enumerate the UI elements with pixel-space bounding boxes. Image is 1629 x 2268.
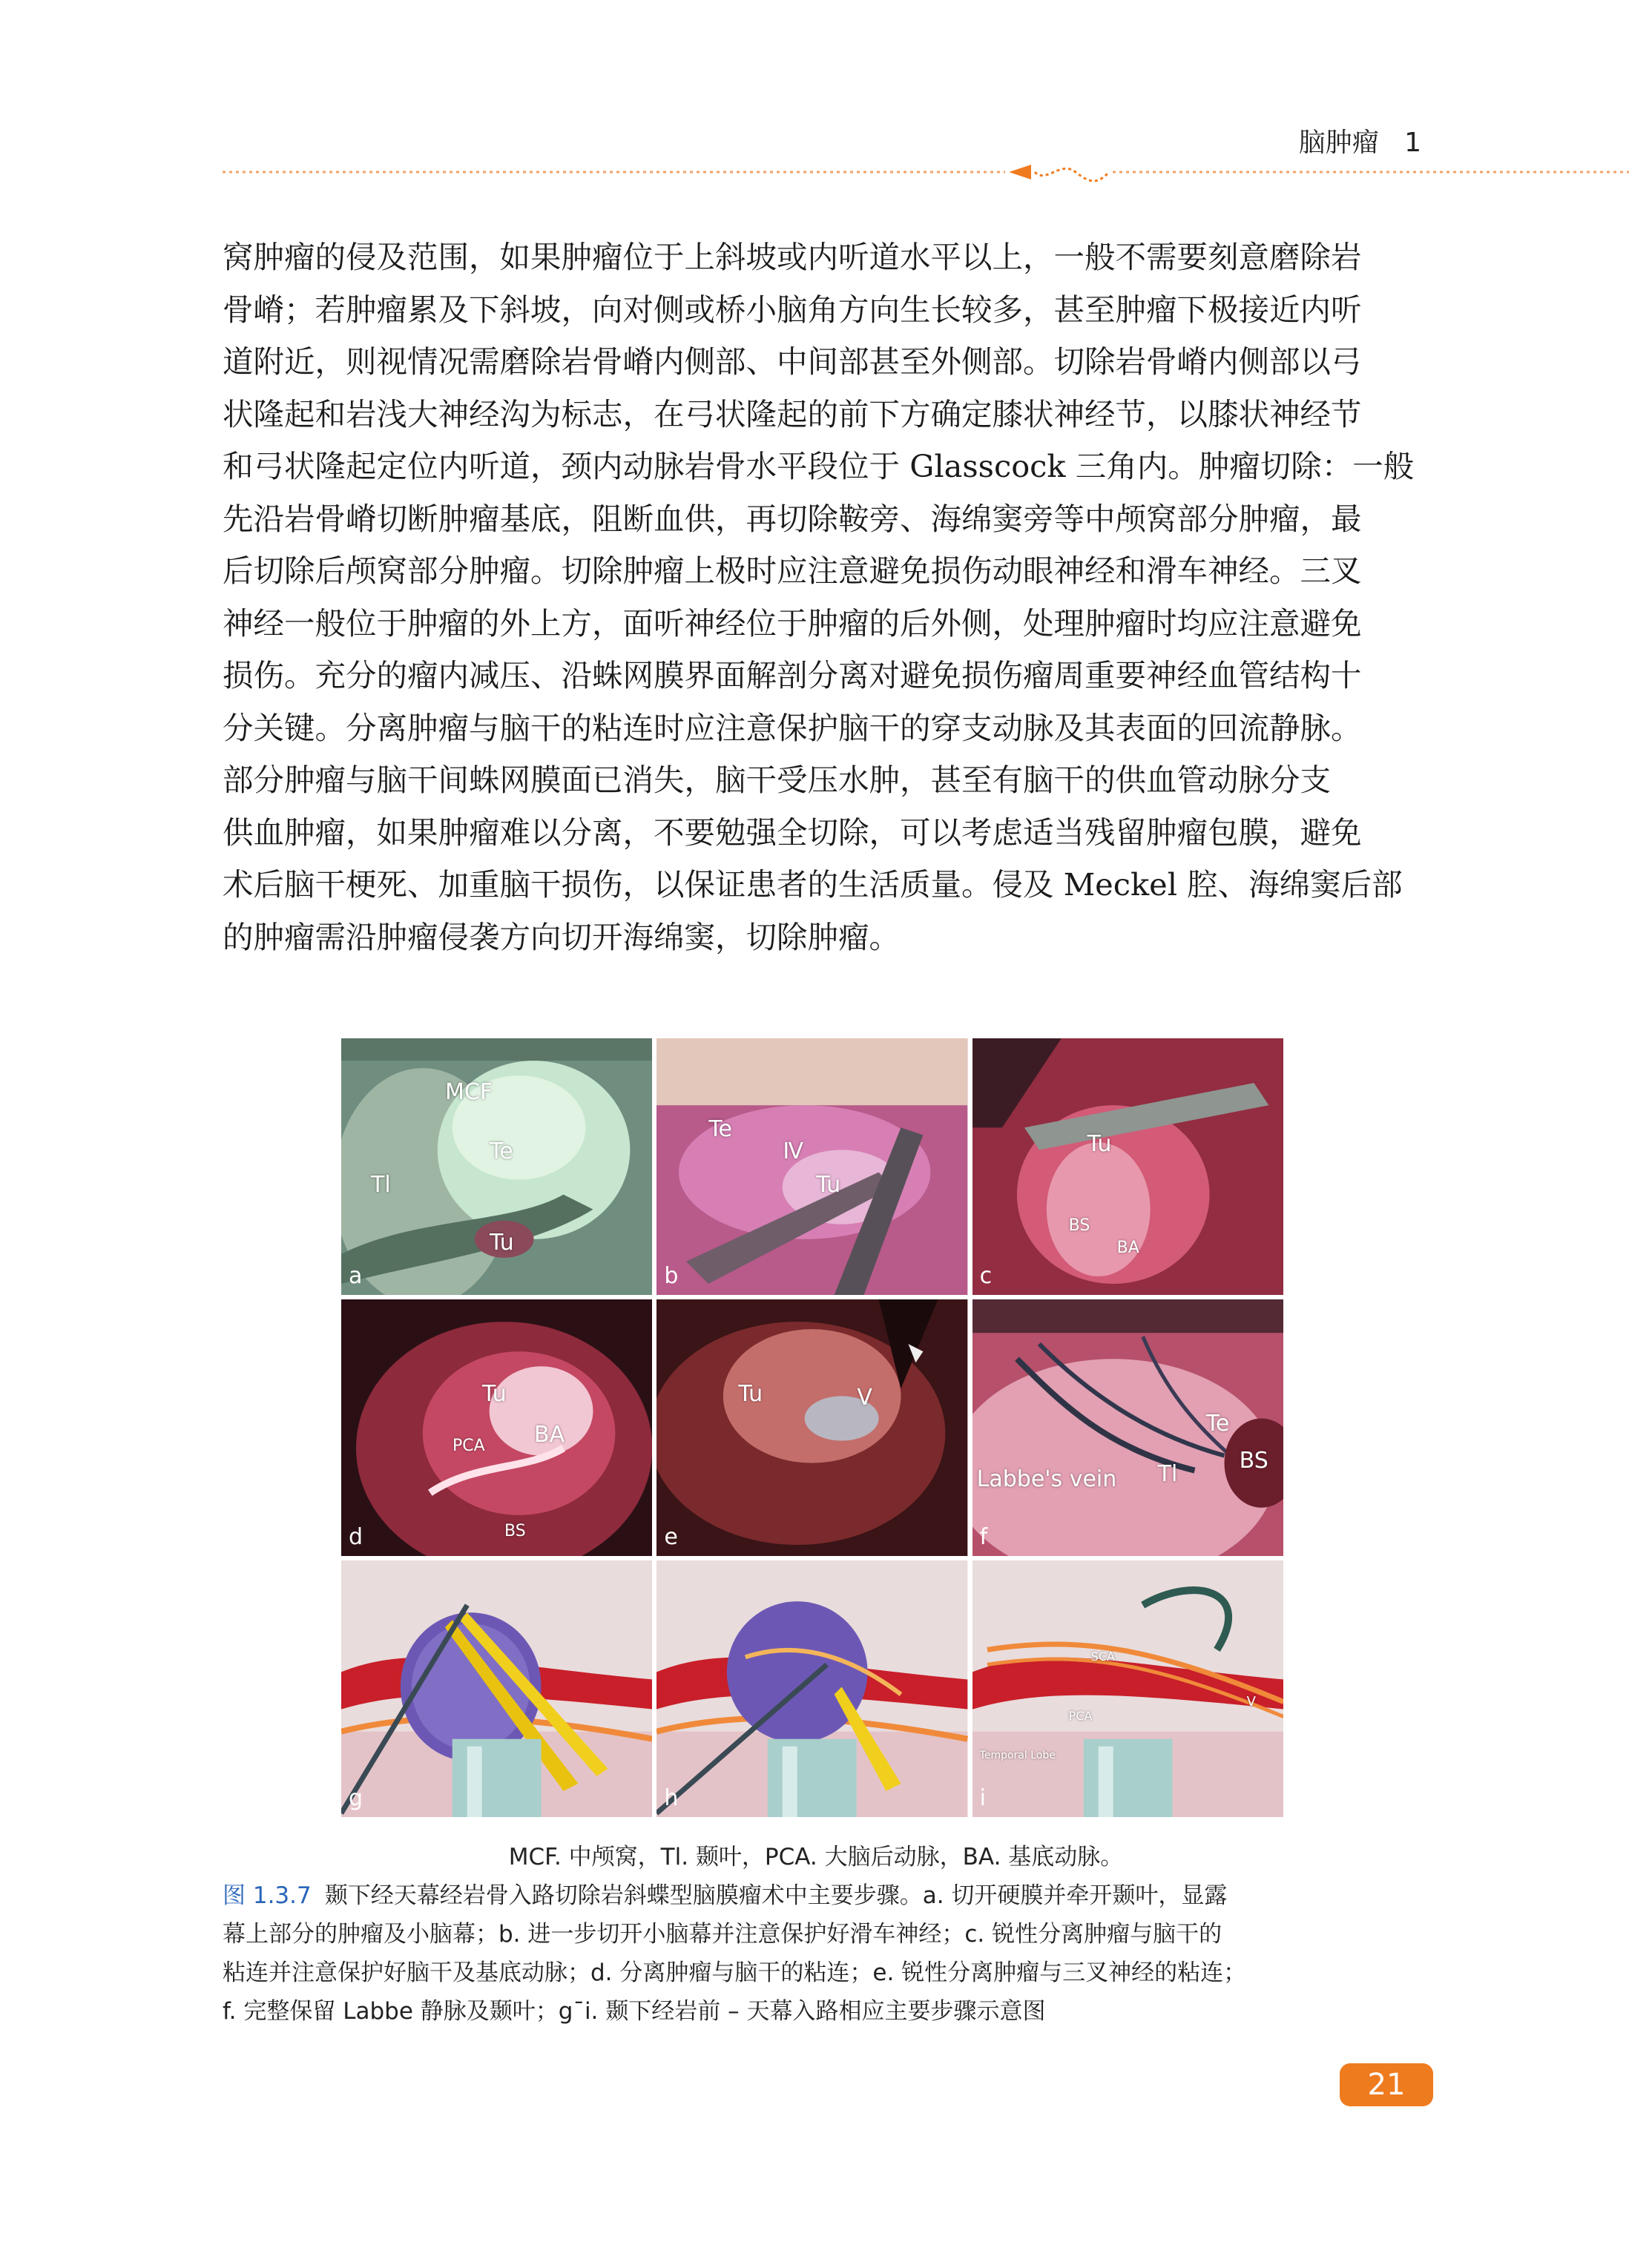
figure-panel-d	[341, 1299, 652, 1556]
label-bs: BS	[1068, 1216, 1090, 1235]
label-labbe-vein: Labbe's vein	[976, 1466, 1117, 1492]
panel-letter: f	[979, 1524, 988, 1550]
body-line: 术后脑干梗死、加重脑干损伤，以保证患者的生活质量。侵及 Meckel 腔、海绵窦后部	[223, 866, 1403, 903]
running-header	[1299, 122, 1421, 159]
illustration-i	[973, 1560, 1283, 1817]
figure-panel-g	[341, 1560, 652, 1817]
figure-panel-a	[341, 1038, 652, 1295]
label-te: Te	[708, 1116, 733, 1142]
label-bs: BS	[1239, 1448, 1268, 1474]
label-sca: SCA	[1090, 1649, 1115, 1664]
label-pca: PCA	[452, 1437, 485, 1455]
label-tu: Tu	[816, 1172, 841, 1198]
header-rule	[223, 162, 1629, 191]
label-pca: PCA	[1068, 1709, 1093, 1723]
label-v: V	[1246, 1694, 1256, 1710]
label-tu: Tu	[738, 1381, 763, 1407]
label-mcf: MCF	[445, 1079, 493, 1105]
illustration-g	[341, 1560, 652, 1817]
figure-panel-e	[656, 1299, 967, 1556]
figure-grid	[341, 1038, 1283, 1817]
label-te: Te	[1205, 1411, 1230, 1437]
body-line: 的肿瘤需沿肿瘤侵袭方向切开海绵窦，切除肿瘤。	[223, 918, 901, 955]
panel-letter: h	[664, 1785, 679, 1811]
body-line: 神经一般位于肿瘤的外上方，面听神经位于肿瘤的后外侧，处理肿瘤时均应注意避免	[223, 604, 1362, 642]
caption-line: f. 完整保留 Labbe 静脉及颞叶；g¯i. 颞下经岩前 – 天幕入路相应主要步骤示意图	[223, 1998, 1046, 2025]
panel-letter: i	[979, 1785, 986, 1811]
body-line: 分关键。分离肿瘤与脑干的粘连时应注意保护脑干的穿支动脉及其表面的回流静脉。	[223, 709, 1362, 746]
surgical-photo-b	[656, 1038, 967, 1295]
panel-letter: e	[664, 1524, 678, 1550]
caption-line: 幕上部分的肿瘤及小脑幕；b. 进一步切开小脑幕并注意保护好滑车神经；c. 锐性分离肿瘤与脑干的	[223, 1921, 1222, 1948]
panel-letter: c	[979, 1263, 993, 1289]
label-ba: BA	[1116, 1239, 1139, 1257]
figure-panel-h	[656, 1560, 967, 1817]
label-v: V	[857, 1385, 872, 1411]
body-line: 后切除后颅窝部分肿瘤。切除肿瘤上极时应注意避免损伤动眼神经和滑车神经。三叉	[223, 553, 1362, 589]
panel-letter: d	[349, 1524, 363, 1550]
label-bs: BS	[504, 1522, 526, 1540]
illustration-h	[656, 1560, 967, 1817]
body-line: 骨嵴；若肿瘤累及下斜坡，向对侧或桥小脑角方向生长较多，甚至肿瘤下极接近内听	[223, 291, 1362, 328]
label-te: Te	[490, 1138, 513, 1164]
panel-letter: a	[349, 1263, 363, 1289]
label-ba: BA	[534, 1422, 565, 1448]
caption-line	[223, 1876, 1409, 1915]
label-temporal-lobe: Temporal Lobe	[979, 1750, 1056, 1761]
body-line: 道附近，则视情况需磨除岩骨嵴内侧部、中间部甚至外侧部。切除岩骨嵴内侧部以弓	[223, 343, 1362, 380]
label-tl: Tl	[371, 1172, 391, 1198]
label-tu: Tu	[482, 1381, 507, 1407]
surgical-photo-e	[656, 1299, 967, 1556]
label-trochlear: Ⅳ	[783, 1138, 804, 1164]
chapter-number: 1	[1404, 128, 1421, 158]
page-number: 21	[1340, 2063, 1433, 2106]
panel-letter: b	[664, 1263, 679, 1289]
header-title: 脑肿瘤	[1298, 128, 1379, 158]
body-paragraph	[223, 231, 1415, 963]
figure-panel-f	[973, 1299, 1283, 1556]
panel-letter: g	[349, 1785, 363, 1811]
caption-line: 粘连并注意保护好脑干及基底动脉；d. 分离肿瘤与脑干的粘连；e. 锐性分离肿瘤与三叉神经的粘连；	[223, 1959, 1247, 1986]
body-line: 部分肿瘤与脑干间蛛网膜面已消失，脑干受压水肿，甚至有脑干的供血管动脉分支	[223, 762, 1332, 798]
body-line: 供血肿瘤，如果肿瘤难以分离，不要勉强全切除，可以考虑适当残留肿瘤包膜，避免	[223, 814, 1362, 851]
label-tu: Tu	[490, 1230, 514, 1256]
body-line: 先沿岩骨嵴切断肿瘤基底，阻断血供，再切除鞍旁、海绵窦旁等中颅窝部分肿瘤，最	[223, 500, 1362, 537]
figure-caption	[223, 1876, 1409, 2031]
figure-abbreviations: MCF. 中颅窝，Tl. 颞叶，PCA. 大脑后动脉，BA. 基底动脉。	[508, 1844, 1124, 1870]
caption-text: 颞下经天幕经岩骨入路切除岩斜蝶型脑膜瘤术中主要步骤。a. 切开硬膜并牵开颞叶，显露	[324, 1882, 1228, 1909]
body-line: 损伤。充分的瘤内减压、沿蛛网膜界面解剖分离对避免损伤瘤周重要神经血管结构十	[223, 657, 1362, 693]
label-tu: Tu	[1087, 1131, 1112, 1157]
body-line: 状隆起和岩浅大神经沟为标志，在弓状隆起的前下方确定膝状神经节，以膝状神经节	[223, 395, 1362, 432]
label-tl: Tl	[1157, 1461, 1178, 1487]
surgical-photo-d	[341, 1299, 652, 1556]
body-line: 和弓状隆起定位内听道，颈内动脉岩骨水平段位于 Glasscock 三角内。肿瘤切除：一般	[223, 448, 1415, 484]
body-line: 窝肿瘤的侵及范围，如果肿瘤位于上斜坡或内听道水平以上，一般不需要刻意磨除岩	[223, 239, 1362, 275]
figure-panel-i	[973, 1560, 1283, 1817]
surgical-photo-a	[341, 1038, 652, 1295]
figure-panel-c	[973, 1038, 1283, 1295]
surgical-photo-f	[973, 1299, 1283, 1556]
figure-panel-b	[656, 1038, 967, 1295]
figure-number: 图 1.3.7	[223, 1882, 312, 1909]
